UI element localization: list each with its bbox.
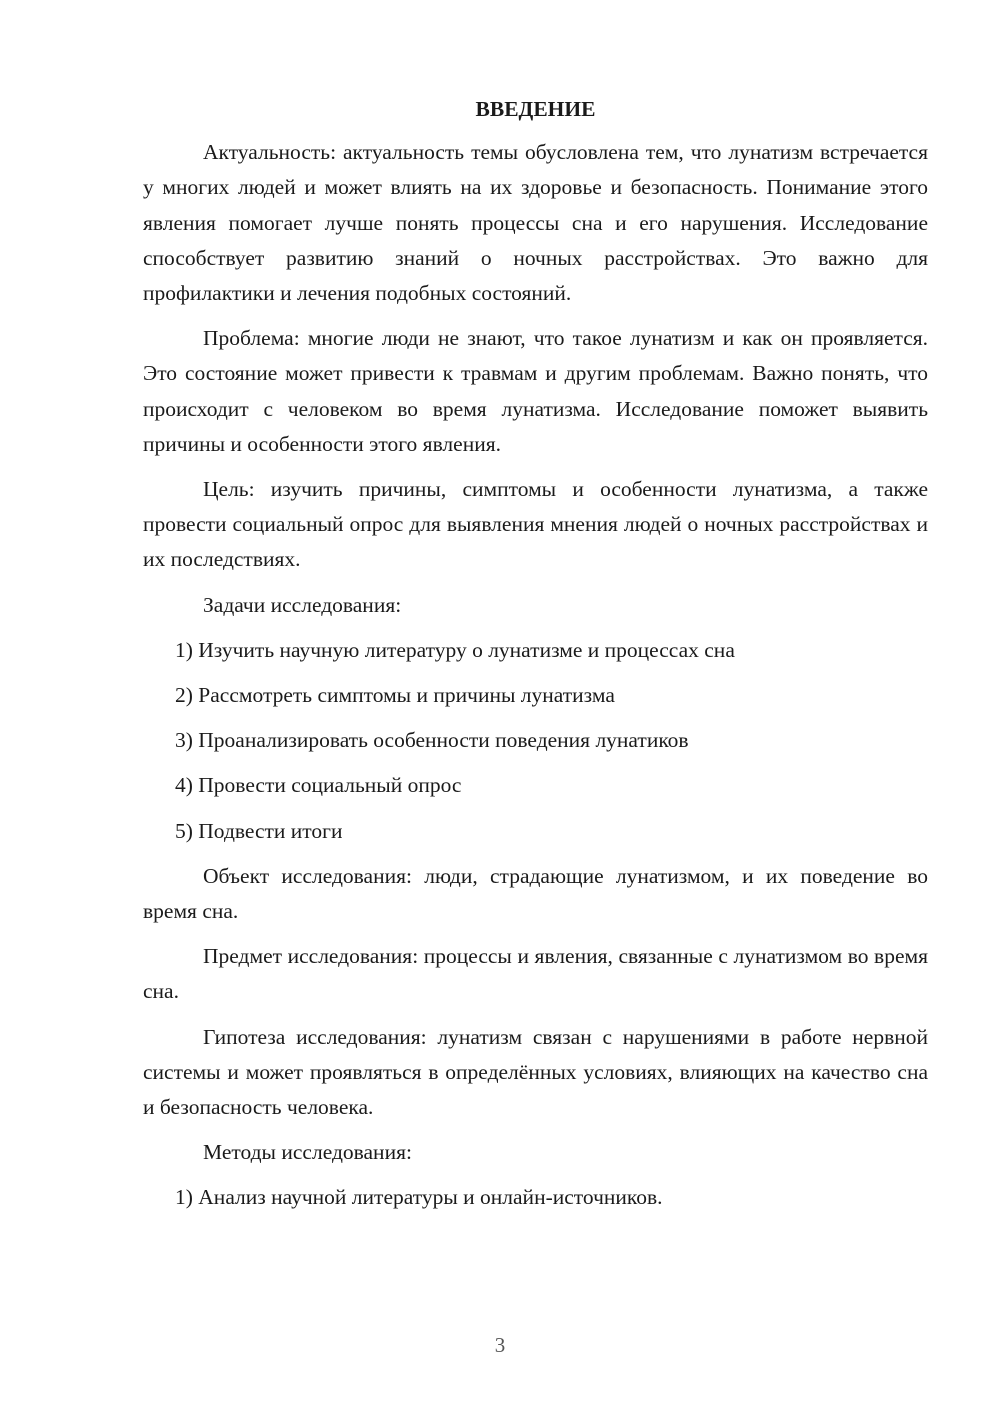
- list-item: 3) Проанализировать особенности поведения лунатиков: [175, 728, 689, 753]
- list-item: 5) Подвести итоги: [175, 818, 343, 843]
- list-item: 2) Рассмотреть симптомы и причины лунатизма: [175, 683, 615, 708]
- methods-list: [143, 1180, 928, 1215]
- list-item: 4) Провести социальный опрос: [175, 773, 462, 798]
- tasks-heading: Задачи исследования:: [203, 592, 402, 617]
- page-number: 3: [494, 1333, 506, 1357]
- paragraph-goal: Цель: изучить причины, симптомы и особенности лунатизма, а также провести социальный опрос для выявления мнения людей о ночных расстройствах и их последствиях.: [143, 477, 928, 572]
- paragraph-object: Объект исследования: люди, страдающие лунатизмом, и их поведение во время сна.: [143, 863, 928, 924]
- methods-heading: Методы исследования:: [203, 1140, 412, 1165]
- document-page: [143, 92, 928, 1226]
- paragraph-hypothesis: Гипотеза исследования: лунатизм связан с нарушениями в работе нервной системы и может проявляться в определённых условиях, влияющих на качество сна и безопасность человека.: [143, 1024, 928, 1120]
- list-item: 1) Анализ научной литературы и онлайн-источников.: [175, 1185, 663, 1210]
- section-title: ВВЕДЕНИЕ: [475, 97, 596, 121]
- paragraph-subject: Предмет исследования: процессы и явления, связанные с лунатизмом во время сна.: [143, 944, 928, 1004]
- paragraph-relevance: Актуальность: актуальность темы обусловлена тем, что лунатизм встречается у многих людей и может влиять на их здоровье и безопасность. Понимание этого явления помогает лучше понять процессы сна и его нарушения. Исследование способствует развитию знаний о ночных расстройствах. Это важно для профилактики и лечения подобных состояний.: [143, 140, 928, 306]
- tasks-list: [143, 633, 928, 849]
- list-item: 1) Изучить научную литературу о лунатизме и процессах сна: [175, 637, 735, 662]
- paragraph-problem: Проблема: многие люди не знают, что такое лунатизм и как он проявляется. Это состояние может привести к травмам и другим проблемам. Важно понять, что происходит с человеком во время лунатизма. Исследование поможет выявить причины и особенности этого явления.: [143, 326, 928, 456]
